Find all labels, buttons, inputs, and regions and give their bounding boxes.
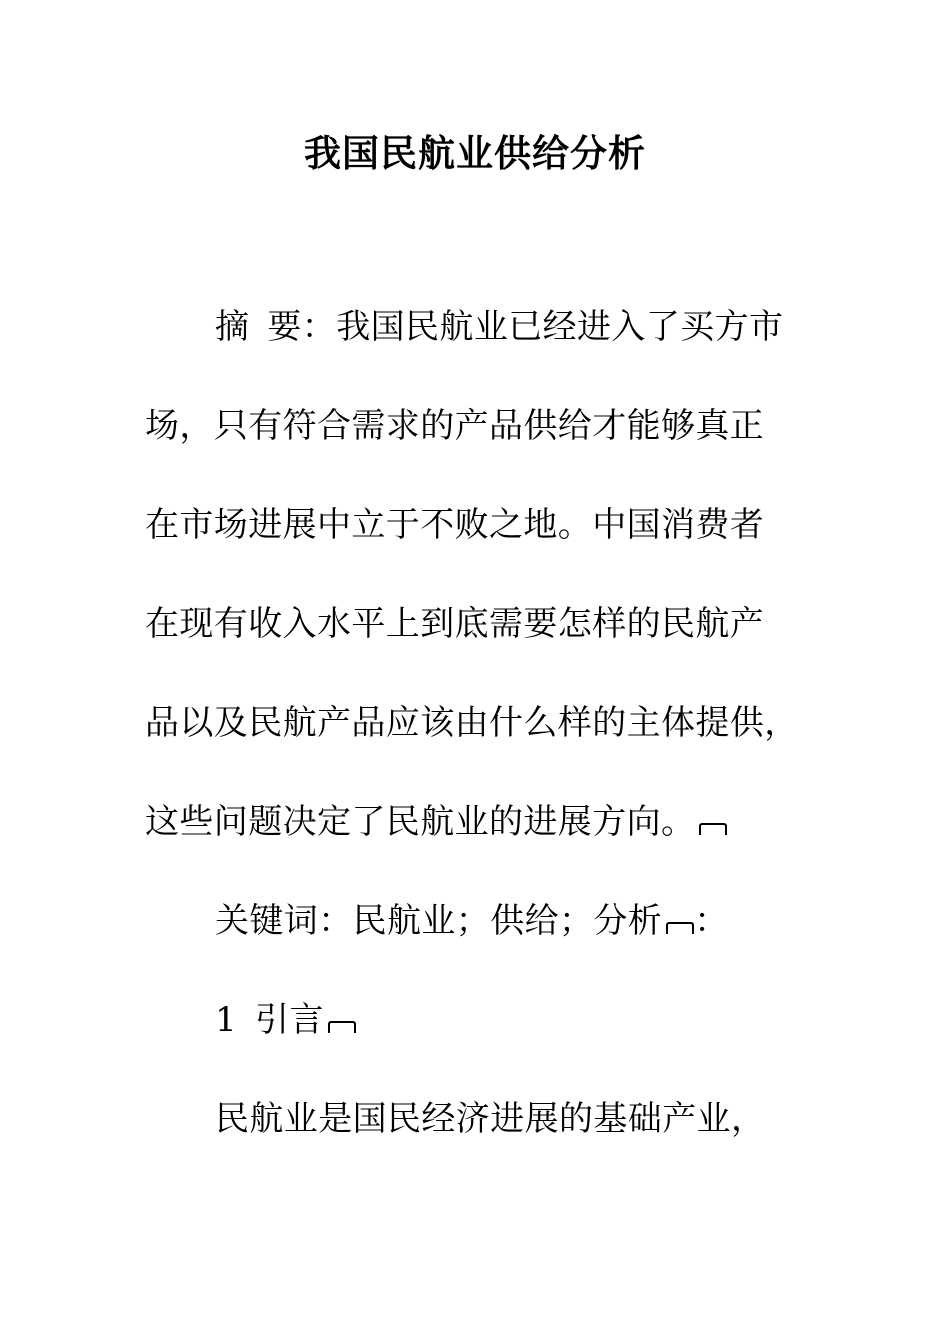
abstract-text-line-6: 这些问题决定了民航业的进展方向。 — [145, 802, 696, 842]
keywords-trailing-colon: ： — [694, 901, 729, 941]
document-title: 我国民航业供给分析 — [304, 132, 646, 175]
section-title: 引言 — [255, 1000, 324, 1040]
abstract-last-line — [145, 798, 727, 846]
section-heading — [215, 996, 356, 1044]
paragraph-mark-icon — [699, 823, 727, 835]
abstract-text-line-3: 在市场进展中立于不败之地。中国消费者 — [145, 505, 765, 545]
abstract-first-line — [215, 303, 783, 351]
abstract-label-a: 摘 — [215, 307, 250, 347]
paragraph-mark-icon — [328, 1021, 356, 1033]
abstract-text-line-1: 我国民航业已经进入了买方市 — [336, 307, 784, 347]
abstract-label-b: 要： — [267, 307, 337, 347]
abstract-text-line-2: 场，只有符合需求的产品供给才能够真正 — [145, 406, 765, 446]
body-first-line: 民航业是国民经济进展的基础产业， — [215, 1099, 766, 1139]
abstract-text-line-5: 品以及民航产品应该由什么样的主体提供， — [145, 703, 799, 743]
keywords-text: 关键词：民航业；供给；分析 — [215, 901, 663, 941]
paragraph-mark-icon — [666, 922, 694, 934]
section-number: 1 — [215, 1000, 238, 1040]
keywords-line — [215, 897, 729, 945]
abstract-text-line-4: 在现有收入水平上到底需要怎样的民航产 — [145, 604, 765, 644]
